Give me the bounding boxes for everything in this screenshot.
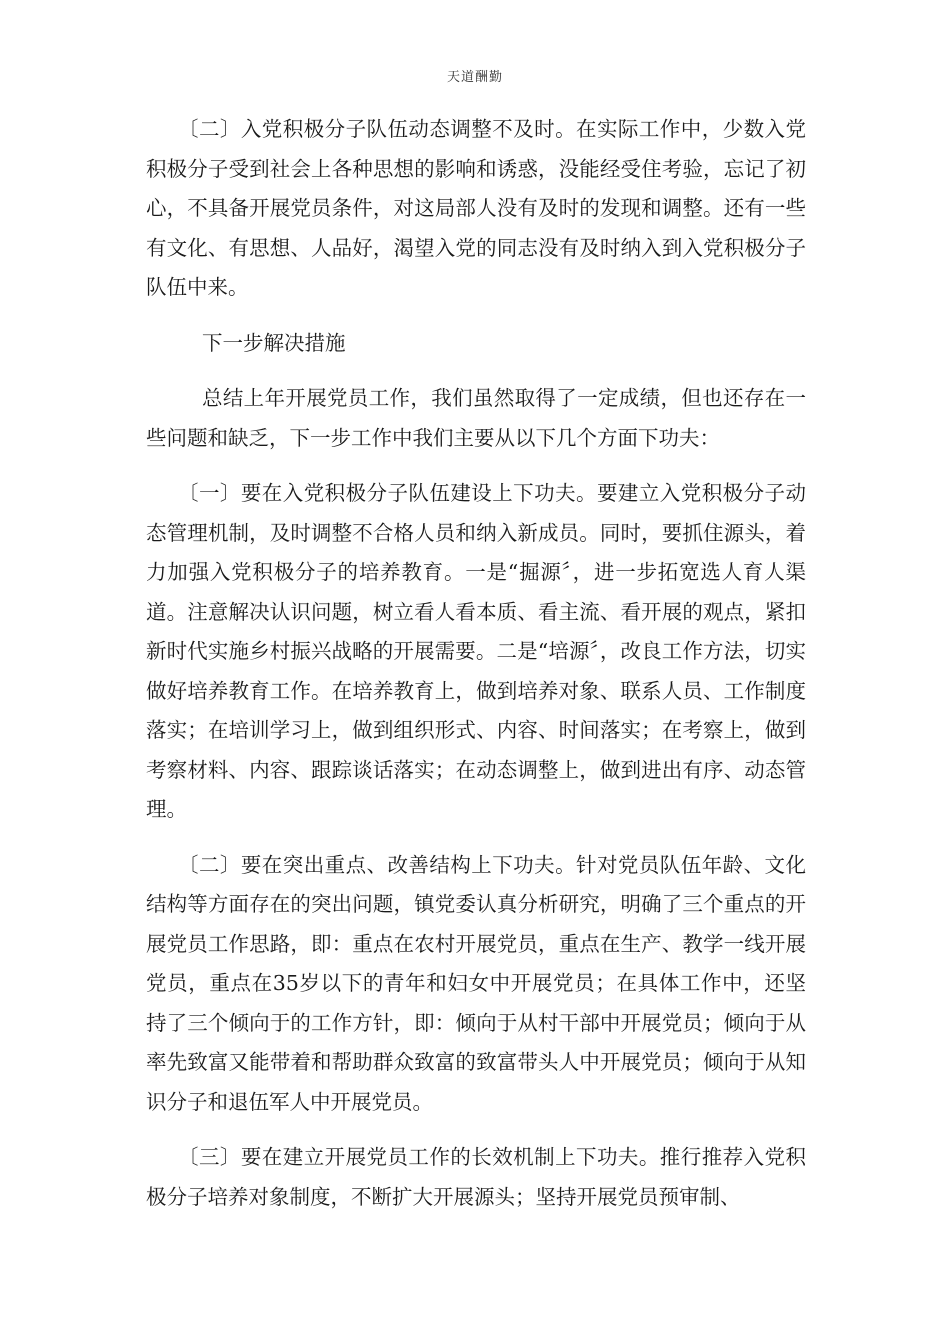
paragraph-summary: 总结上年开展党员工作，我们虽然取得了一定成绩，但也还存在一些问题和缺乏，下一步工作中我们主要从以下几个方面下功夫： (146, 386, 806, 450)
page-header: 天道酬勤 (446, 70, 503, 85)
paragraph-lax-adjustment: 〔二〕入党积极分子队伍动态调整不及时。在实际工作中，少数入党积极分子受到社会上各种思想的影响和诱惑，没能经受住考验，忘记了初心，不具备开展党员条件，对这局部人没有及时的发现和调整。还有一些有文化、有思想、人品好，渴望入党的同志没有及时纳入到入党积极分子队伍中来。 (146, 117, 806, 299)
paragraph-measure-two: 〔二〕要在突出重点、改善结构上下功夫。针对党员队伍年龄、文化结构等方面存在的突出问题，镇党委认真分析研究，明确了三个重点的开展党员工作思路，即：重点在农村开展党员，重点在生产、教学一线开展党员，重点在35岁以下的青年和妇女中开展党员；在具体工作中，还坚持了三个倾向于的工作方针，即：倾向于从村干部中开展党员；倾向于从率先致富又能带着和帮助群众致富的致富带头人中开展党员；倾向于从知识分子和退伍军人中开展党员。 (146, 852, 806, 1114)
section-heading-next-steps: 下一步解决措施 (202, 330, 346, 355)
paragraph-measure-one: 〔一〕要在入党积极分子队伍建设上下功夫。要建立入党积极分子动态管理机制，及时调整不合格人员和纳入新成员。同时，要抓住源头，着力加强入党积极分子的培养教育。一是“掘源〞，进一步拓宽选人育人渠道。注意解决认识问题，树立看人看本质、看主流、看开展的观点，紧扣新时代实施乡村振兴战略的开展需要。二是“培源〞，改良工作方法，切实做好培养教育工作。在培养教育上，做到培养对象、联系人员、工作制度落实；在培训学习上，做到组织形式、内容、时间落实；在考察上，做到考察材料、内容、跟踪谈话落实；在动态调整上，做到进出有序、动态管理。 (146, 481, 806, 821)
document-body (146, 110, 806, 1233)
paragraph-measure-three: 〔三〕要在建立开展党员工作的长效机制上下功夫。推行推荐入党积极分子培养对象制度，不断扩大开展源头；坚持开展党员预审制、 (146, 1145, 806, 1209)
